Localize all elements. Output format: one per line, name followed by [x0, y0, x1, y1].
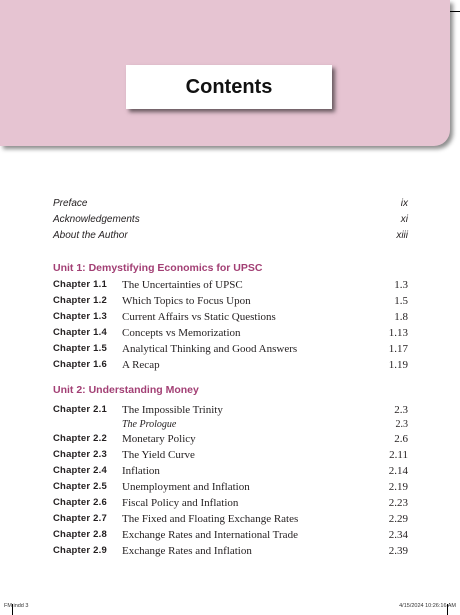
chapter-label: Chapter 2.1 [53, 404, 107, 415]
sub-entry[interactable] [53, 418, 408, 431]
chapter-page: 1.5 [394, 295, 408, 307]
chapter-title: The Uncertainties of UPSC [122, 279, 243, 291]
chapter-entry[interactable] [53, 357, 408, 373]
chapter-entry[interactable] [53, 495, 408, 511]
unit-1-chapter-list [53, 277, 408, 373]
chapter-title: The Impossible Trinity [122, 404, 223, 416]
sub-entry-title: The Prologue [122, 419, 177, 430]
crop-mark [449, 11, 460, 12]
front-matter-page: ix [400, 198, 408, 209]
front-matter-item[interactable] [53, 196, 408, 212]
page-title: Contents [185, 75, 273, 98]
chapter-entry[interactable] [53, 431, 408, 447]
unit-heading[interactable]: Unit 2: Understanding Money [53, 384, 199, 396]
chapter-entry[interactable] [53, 527, 408, 543]
chapter-page: 2.29 [388, 513, 408, 525]
chapter-title: Concepts vs Memorization [122, 327, 241, 339]
chapter-page: 2.19 [388, 481, 408, 493]
unit-heading[interactable]: Unit 1: Demystifying Economics for UPSC [53, 262, 263, 274]
chapter-page: 2.14 [388, 465, 408, 477]
chapter-entry[interactable] [53, 447, 408, 463]
chapter-title: Inflation [122, 465, 160, 477]
front-matter-list [53, 196, 408, 244]
chapter-page: 1.3 [394, 279, 408, 291]
chapter-entry[interactable] [53, 293, 408, 309]
chapter-title: Analytical Thinking and Good Answers [122, 343, 298, 355]
chapter-page: 1.19 [388, 359, 408, 371]
chapter-title: Monetary Policy [122, 433, 196, 445]
chapter-label: Chapter 2.8 [53, 529, 107, 540]
chapter-entry[interactable] [53, 309, 408, 325]
chapter-label: Chapter 1.4 [53, 327, 107, 338]
chapter-title: Exchange Rates and Inflation [122, 545, 252, 557]
chapter-label: Chapter 2.5 [53, 481, 107, 492]
chapter-page: 2.11 [389, 449, 408, 461]
chapter-label: Chapter 2.6 [53, 497, 107, 508]
front-matter-title: About the Author [53, 230, 128, 241]
chapter-label: Chapter 1.2 [53, 295, 107, 306]
front-matter-page: xiii [396, 230, 408, 241]
chapter-entry[interactable] [53, 511, 408, 527]
chapter-entry[interactable] [53, 341, 408, 357]
slug-filename: FM.indd 3 [4, 603, 29, 609]
sub-entry-page: 2.3 [395, 419, 408, 430]
chapter-title: Unemployment and Inflation [122, 481, 250, 493]
chapter-entry[interactable] [53, 402, 408, 418]
chapter-entry[interactable] [53, 479, 408, 495]
chapter-title: Current Affairs vs Static Questions [122, 311, 276, 323]
front-matter-item[interactable] [53, 228, 408, 244]
chapter-label: Chapter 1.3 [53, 311, 107, 322]
front-matter-title: Acknowledgements [53, 214, 140, 225]
unit-2-chapter-list [53, 402, 408, 559]
chapter-page: 2.34 [388, 529, 408, 541]
title-box [126, 65, 332, 109]
chapter-page: 2.23 [388, 497, 408, 509]
chapter-entry[interactable] [53, 543, 408, 559]
chapter-page: 2.3 [394, 404, 408, 416]
chapter-label: Chapter 1.6 [53, 359, 107, 370]
chapter-label: Chapter 2.3 [53, 449, 107, 460]
chapter-page: 1.17 [388, 343, 408, 355]
chapter-title: The Fixed and Floating Exchange Rates [122, 513, 299, 525]
chapter-label: Chapter 1.1 [53, 279, 107, 290]
chapter-entry[interactable] [53, 277, 408, 293]
chapter-label: Chapter 1.5 [53, 343, 107, 354]
chapter-label: Chapter 2.7 [53, 513, 107, 524]
chapter-label: Chapter 2.4 [53, 465, 107, 476]
chapter-page: 2.6 [394, 433, 408, 445]
front-matter-page: xi [400, 214, 408, 225]
chapter-label: Chapter 2.2 [53, 433, 107, 444]
chapter-entry[interactable] [53, 463, 408, 479]
chapter-title: Exchange Rates and International Trade [122, 529, 298, 541]
slug-timestamp: 4/15/2024 10:26:16 AM [399, 603, 456, 609]
front-matter-title: Preface [53, 198, 88, 209]
chapter-title: Which Topics to Focus Upon [122, 295, 251, 307]
front-matter-item[interactable] [53, 212, 408, 228]
chapter-page: 1.13 [388, 327, 408, 339]
chapter-page: 1.8 [394, 311, 408, 323]
chapter-title: The Yield Curve [122, 449, 195, 461]
chapter-page: 2.39 [388, 545, 408, 557]
chapter-label: Chapter 2.9 [53, 545, 107, 556]
chapter-title: Fiscal Policy and Inflation [122, 497, 239, 509]
chapter-title: A Recap [122, 359, 160, 371]
chapter-entry[interactable] [53, 325, 408, 341]
